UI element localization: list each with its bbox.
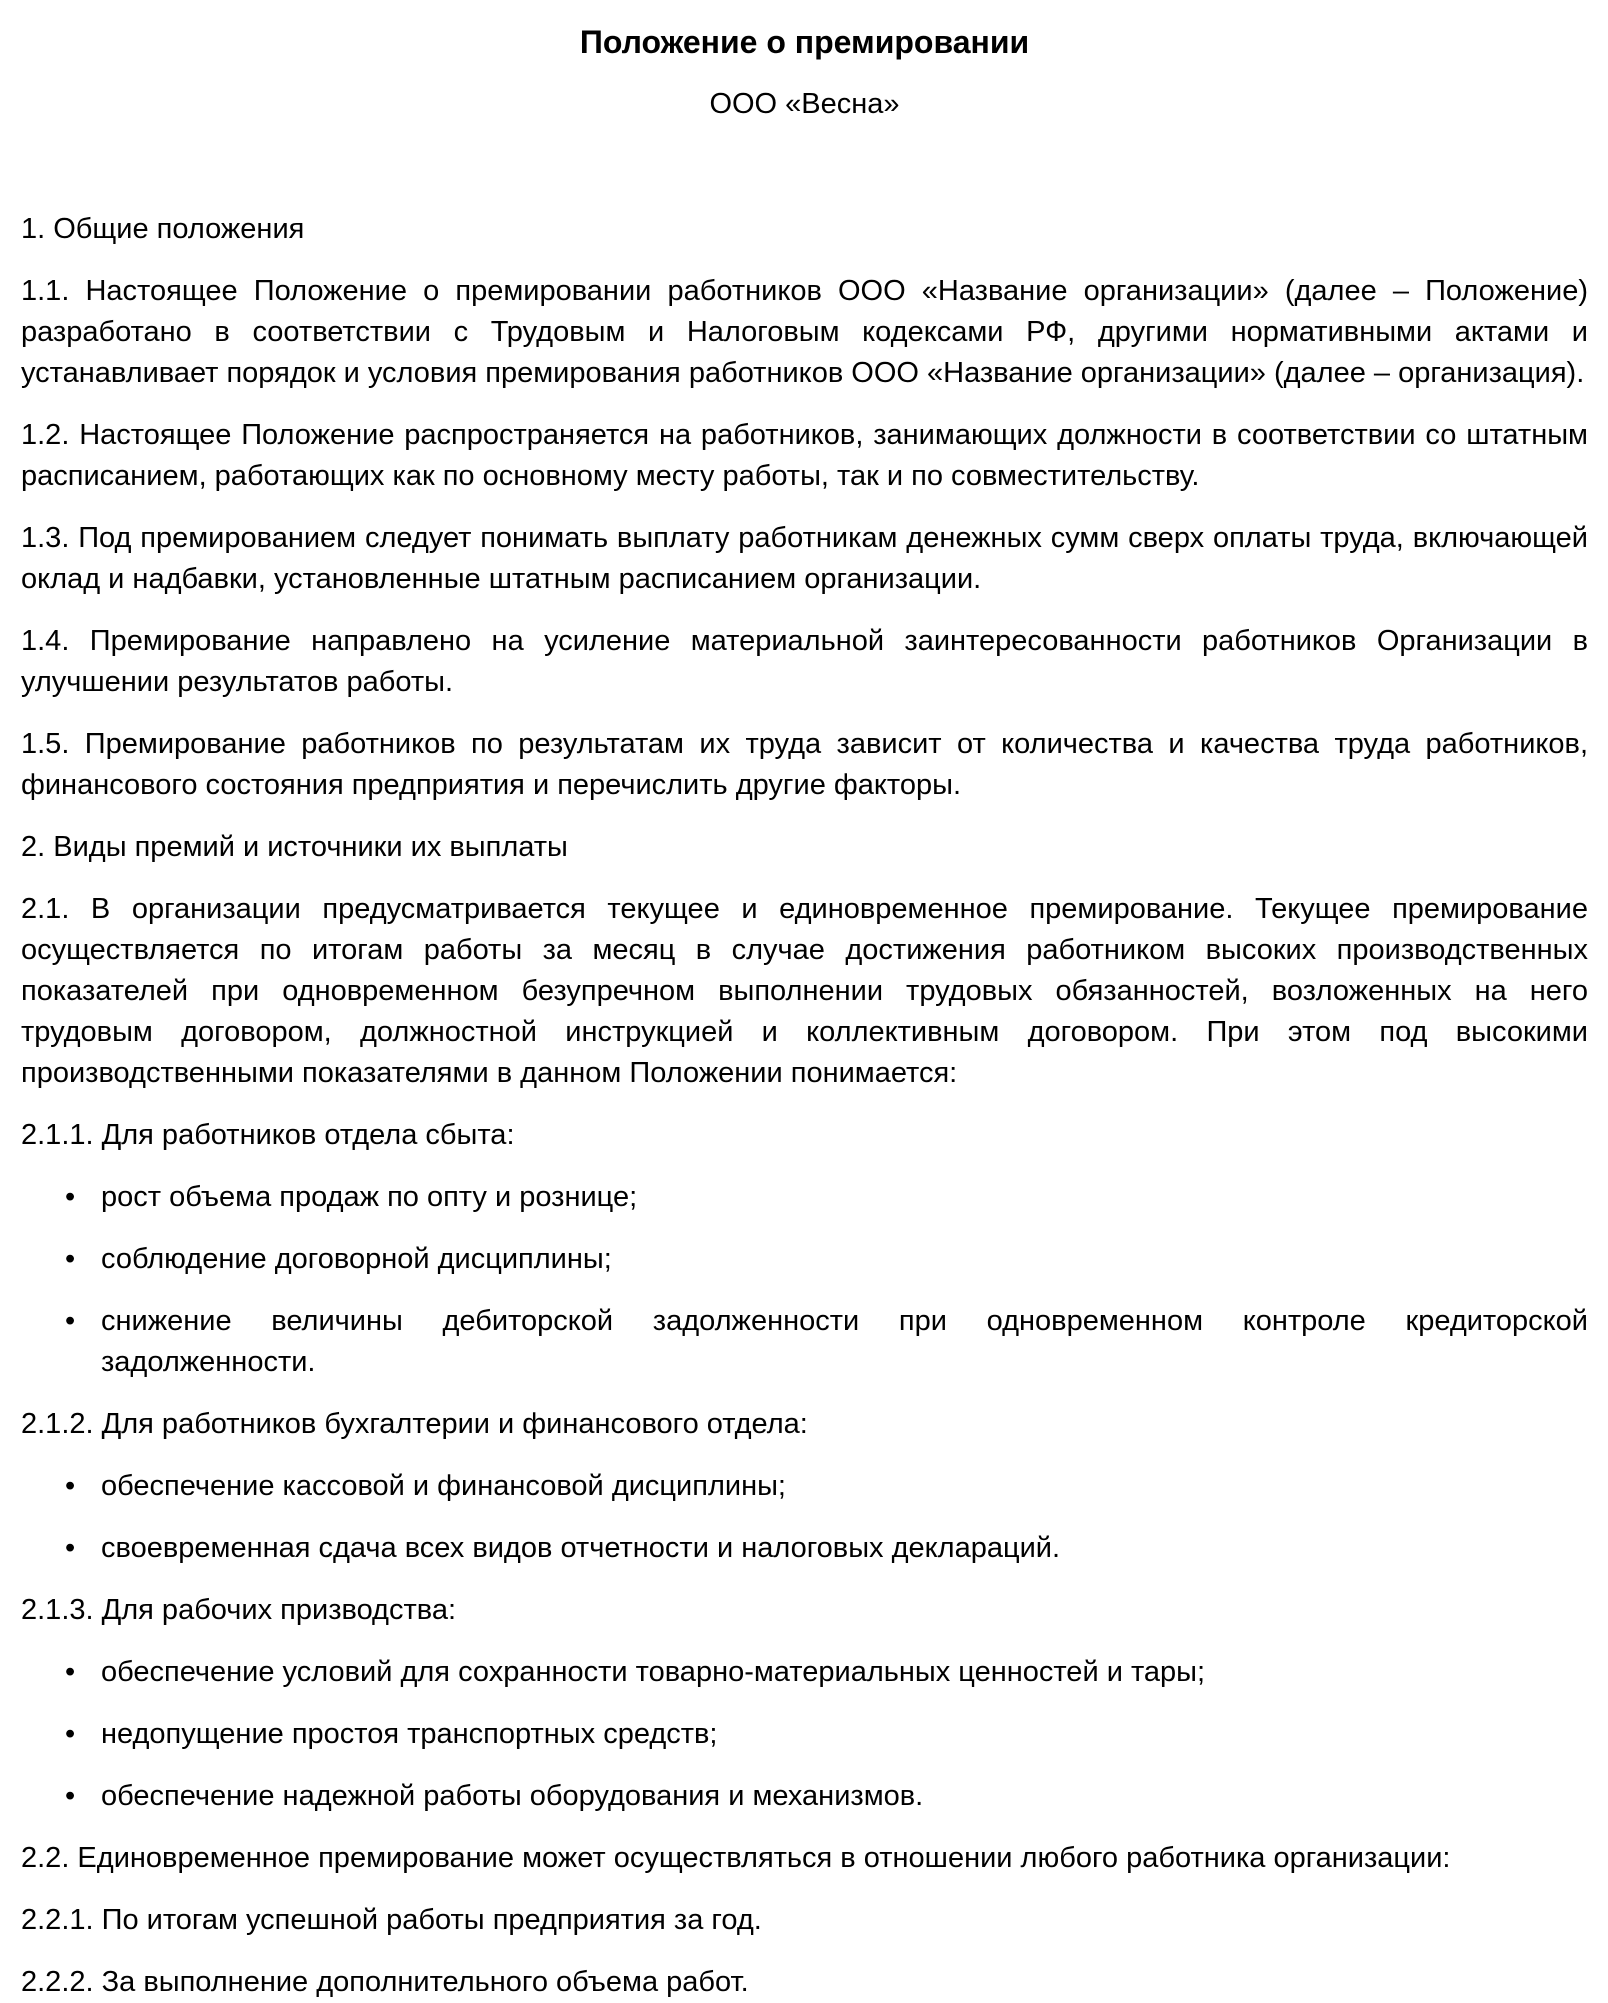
bullet-list-accounting bbox=[21, 1466, 1588, 1569]
list-item-text: обеспечение кассовой и финансовой дисциплины; bbox=[101, 1470, 786, 1502]
list-item bbox=[21, 1714, 1588, 1755]
list-item bbox=[21, 1652, 1588, 1693]
document-subtitle: ООО «Весна» bbox=[709, 88, 900, 120]
bullet-list-production bbox=[21, 1652, 1588, 1817]
section-1-heading: 1. Общие положения bbox=[21, 213, 305, 245]
paragraph-2-2-1: 2.2.1. По итогам успешной работы предприятия за год. bbox=[21, 1904, 762, 1936]
bullet-icon: • bbox=[65, 1181, 76, 1213]
list-item-text: рост объема продаж по опту и рознице; bbox=[101, 1181, 638, 1213]
paragraph-1-3: 1.3. Под премированием следует понимать выплату работникам денежных сумм сверх оплаты труда, включающей оклад и надбавки, установленные штатным расписанием организации. bbox=[21, 522, 1588, 595]
bullet-list-sales bbox=[21, 1177, 1588, 1383]
list-item bbox=[21, 1466, 1588, 1507]
list-item-text: обеспечение условий для сохранности товарно-материальных ценностей и тары; bbox=[101, 1656, 1206, 1688]
list-item bbox=[21, 1177, 1588, 1218]
list-item bbox=[21, 1776, 1588, 1817]
paragraph-2-1-2: 2.1.2. Для работников бухгалтерии и финансового отдела: bbox=[21, 1408, 808, 1440]
paragraph-1-4: 1.4. Премирование направлено на усиление материальной заинтересованности работников Организации в улучшении результатов работы. bbox=[21, 625, 1588, 698]
list-item bbox=[21, 1239, 1588, 1280]
paragraph-1-5: 1.5. Премирование работников по результатам их труда зависит от количества и качества труда работников, финансового состояния предприятия и перечислить другие факторы. bbox=[21, 728, 1588, 801]
bullet-icon: • bbox=[65, 1532, 76, 1564]
bullet-icon: • bbox=[65, 1470, 76, 1502]
paragraph-2-2: 2.2. Единовременное премирование может осуществляться в отношении любого работника организации: bbox=[21, 1842, 1451, 1874]
document-title: Положение о премировании bbox=[579, 24, 1030, 60]
list-item-text: снижение величины дебиторской задолженности при одновременном контроле кредиторской задолженности. bbox=[101, 1305, 1588, 1378]
paragraph-2-1-1: 2.1.1. Для работников отдела сбыта: bbox=[21, 1119, 515, 1151]
list-item bbox=[21, 1301, 1588, 1383]
paragraph-1-2: 1.2. Настоящее Положение распространяется на работников, занимающих должности в соответствии со штатным расписанием, работающих как по основному месту работы, так и по совместительству. bbox=[21, 419, 1588, 492]
paragraph-1-1: 1.1. Настоящее Положение о премировании работников ООО «Название организации» (далее – Положение) разработано в соответствии с Трудовым и Налоговым кодексами РФ, другими нормативными актами и устанавливает порядок и условия премирования работников ООО «Название организации» (далее – организация). bbox=[21, 275, 1588, 389]
paragraph-2-1-3: 2.1.3. Для рабочих призводства: bbox=[21, 1594, 457, 1626]
list-item bbox=[21, 1528, 1588, 1569]
paragraph-2-2-2: 2.2.2. За выполнение дополнительного объема работ. bbox=[21, 1966, 749, 1998]
bullet-icon: • bbox=[65, 1718, 76, 1750]
list-item-text: обеспечение надежной работы оборудования и механизмов. bbox=[101, 1780, 924, 1812]
list-item-text: своевременная сдача всех видов отчетности и налоговых деклараций. bbox=[101, 1532, 1061, 1564]
paragraph-2-1: 2.1. В организации предусматривается текущее и единовременное премирование. Текущее премирование осуществляется по итогам работы за месяц в случае достижения работником высоких производственных показателей при одновременном безупречном выполнении трудовых обязанностей, возложенных на него трудовым договором, должностной инструкцией и коллективным договором. При этом под высокими производственными показателями в данном Положении понимается: bbox=[21, 893, 1588, 1089]
bullet-icon: • bbox=[65, 1780, 76, 1812]
section-2-heading: 2. Виды премий и источники их выплаты bbox=[21, 831, 568, 863]
bullet-icon: • bbox=[65, 1243, 76, 1275]
list-item-text: соблюдение договорной дисциплины; bbox=[101, 1243, 612, 1275]
bullet-icon: • bbox=[65, 1656, 76, 1688]
bullet-icon: • bbox=[65, 1305, 76, 1337]
list-item-text: недопущение простоя транспортных средств; bbox=[101, 1718, 718, 1750]
